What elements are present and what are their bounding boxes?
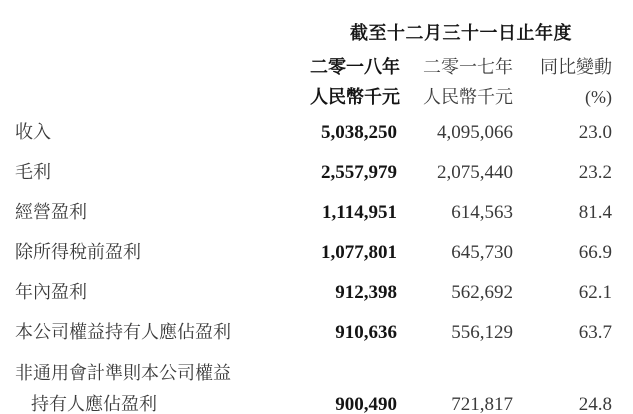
value-change: 63.7 <box>578 321 612 343</box>
period-header-row <box>15 14 612 52</box>
value-2018: 5,038,250 <box>321 121 397 143</box>
table-row-profit-attributable-to-equity-holders <box>15 312 612 352</box>
value-2017: 721,817 <box>451 394 513 414</box>
value-change: 23.0 <box>578 121 612 143</box>
value-2017: 4,095,066 <box>437 121 513 143</box>
value-2017: 614,563 <box>451 201 513 223</box>
unit-label-2018: 人民幣千元 <box>310 87 400 107</box>
table-row-gross-profit <box>15 152 612 192</box>
period-header: 截至十二月三十一日止年度 <box>350 23 572 43</box>
value-change: 81.4 <box>578 201 612 223</box>
column-header-2017: 二零一七年 <box>423 57 513 77</box>
row-label-line2: 持有人應佔盈利 <box>31 394 157 414</box>
value-2018: 910,636 <box>335 321 397 343</box>
empty-cell <box>15 52 310 82</box>
value-2017: 645,730 <box>451 241 513 263</box>
row-label: 除所得稅前盈利 <box>15 242 141 262</box>
table-row-non-gaap-profit-attributable <box>15 352 612 414</box>
value-2018: 900,490 <box>335 394 397 414</box>
financial-results-table <box>15 14 612 414</box>
value-change: 24.8 <box>578 394 612 414</box>
empty-cell <box>15 82 310 112</box>
row-label: 年內盈利 <box>15 282 87 302</box>
year-header-row <box>15 52 612 82</box>
row-label: 毛利 <box>15 162 51 182</box>
table-row-profit-before-tax <box>15 232 612 272</box>
value-2017: 562,692 <box>451 281 513 303</box>
value-2018: 1,077,801 <box>321 241 397 263</box>
value-2017: 556,129 <box>451 321 513 343</box>
column-header-yoy-change: 同比變動 <box>540 57 612 77</box>
value-2018: 912,398 <box>335 281 397 303</box>
value-2017: 2,075,440 <box>437 161 513 183</box>
unit-header-row <box>15 82 612 112</box>
value-change: 62.1 <box>578 281 612 303</box>
row-label: 收入 <box>15 122 51 142</box>
row-label-line1: 非通用會計準則本公司權益 <box>15 363 231 383</box>
value-change: 23.2 <box>578 161 612 183</box>
table-row-profit-for-year <box>15 272 612 312</box>
column-header-2018: 二零一八年 <box>310 57 400 77</box>
table-row-revenue <box>15 112 612 152</box>
value-change: 66.9 <box>578 241 612 263</box>
row-label: 經營盈利 <box>15 202 87 222</box>
value-2018: 1,114,951 <box>322 201 397 223</box>
table-row-operating-profit <box>15 192 612 232</box>
row-label <box>15 352 310 414</box>
row-label: 本公司權益持有人應佔盈利 <box>15 322 231 342</box>
value-2018: 2,557,979 <box>321 161 397 183</box>
unit-label-percent: (%) <box>585 87 612 107</box>
unit-label-2017: 人民幣千元 <box>423 87 513 107</box>
empty-cell <box>15 14 310 52</box>
